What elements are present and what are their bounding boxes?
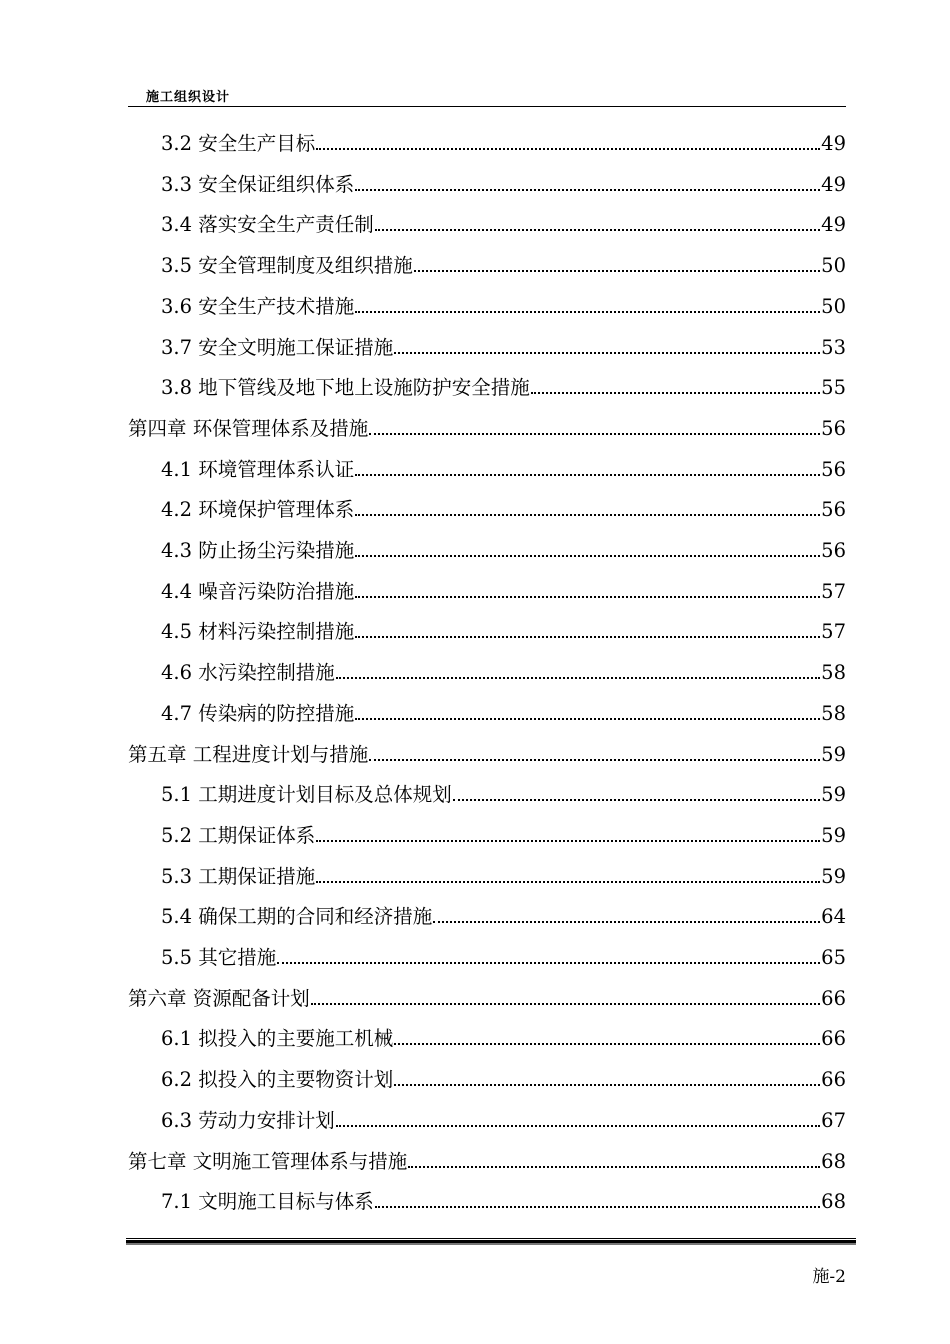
toc-entry-page: 59 (821, 783, 846, 807)
toc-entry-title: 第四章 环保管理体系及措施 (128, 416, 369, 440)
page-number: 施-2 (812, 1267, 846, 1287)
toc-section-entry[interactable] (161, 1184, 846, 1214)
toc-entry-page: 50 (821, 294, 846, 318)
toc-dot-leader (316, 840, 820, 842)
toc-entry-title: 6.2 拟投入的主要物资计划 (161, 1068, 394, 1092)
footer-divider (126, 1238, 856, 1245)
toc-dot-leader (369, 433, 820, 435)
toc-dot-leader (316, 881, 820, 883)
toc-section-entry[interactable] (161, 126, 846, 156)
toc-entry-title: 3.7 安全文明施工保证措施 (161, 335, 394, 359)
toc-entry-title: 3.4 落实安全生产责任制 (161, 213, 374, 237)
toc-entry-title: 4.6 水污染控制措施 (161, 661, 335, 685)
toc-entry-page: 66 (821, 1068, 846, 1092)
toc-section-entry[interactable] (161, 330, 846, 360)
toc-entry-title: 4.5 材料污染控制措施 (161, 620, 355, 644)
toc-chapter-entry[interactable] (128, 737, 846, 767)
toc-entry-title: 3.3 安全保证组织体系 (161, 172, 355, 196)
toc-dot-leader (394, 352, 820, 354)
toc-entry-page: 59 (821, 823, 846, 847)
toc-entry-page: 56 (821, 498, 846, 522)
toc-entry-title: 4.3 防止扬尘污染措施 (161, 539, 355, 562)
toc-entry-title: 5.1 工期进度计划目标及总体规划 (161, 783, 452, 807)
toc-section-entry[interactable] (161, 167, 846, 197)
toc-section-entry[interactable] (161, 899, 846, 929)
toc-dot-leader (408, 1166, 820, 1168)
toc-section-entry[interactable] (161, 1062, 846, 1092)
toc-entry-page: 68 (821, 1190, 846, 1214)
toc-section-entry[interactable] (161, 248, 846, 278)
toc-dot-leader (355, 189, 820, 191)
toc-section-entry[interactable] (161, 818, 846, 848)
toc-section-entry[interactable] (161, 777, 846, 807)
toc-entry-title: 3.5 安全管理制度及组织措施 (161, 254, 413, 278)
toc-entry-title: 4.4 噪音污染防治措施 (161, 579, 355, 603)
toc-entry-title: 5.5 其它措施 (161, 946, 277, 969)
toc-dot-leader (311, 1003, 820, 1005)
toc-section-entry[interactable] (161, 370, 846, 400)
toc-entry-title: 第七章 文明施工管理体系与措施 (128, 1149, 408, 1173)
toc-entry-page: 49 (821, 213, 846, 237)
toc-section-entry[interactable] (161, 1021, 846, 1051)
toc-entry-title: 4.2 环境保护管理体系 (161, 498, 355, 522)
toc-entry-page: 56 (821, 539, 846, 562)
toc-section-entry[interactable] (161, 859, 846, 889)
toc-dot-leader (369, 759, 820, 761)
toc-entry-title: 7.1 文明施工目标与体系 (161, 1190, 374, 1214)
toc-entry-title: 4.7 传染病的防控措施 (161, 701, 355, 725)
toc-dot-leader (355, 311, 820, 313)
toc-entry-title: 第六章 资源配备计划 (128, 986, 310, 1010)
toc-entry-title: 5.4 确保工期的合同和经济措施 (161, 905, 433, 929)
toc-entry-page: 53 (821, 335, 846, 359)
toc-entry-page: 58 (821, 661, 846, 685)
toc-section-entry[interactable] (161, 655, 846, 685)
toc-dot-leader (336, 677, 820, 679)
toc-dot-leader (355, 474, 820, 476)
toc-entry-title: 5.2 工期保证体系 (161, 823, 316, 847)
toc-entry-title: 5.3 工期保证措施 (161, 864, 316, 888)
toc-entry-title: 3.8 地下管线及地下地上设施防护安全措施 (161, 376, 530, 400)
toc-section-entry[interactable] (161, 574, 846, 604)
toc-dot-leader (336, 1125, 820, 1127)
toc-dot-leader (531, 392, 820, 394)
toc-dot-leader (277, 962, 820, 964)
toc-entry-page: 64 (821, 905, 846, 929)
toc-dot-leader (355, 718, 820, 720)
toc-entry-page: 65 (821, 946, 846, 969)
toc-entry-page: 57 (821, 579, 846, 603)
toc-dot-leader (355, 514, 820, 516)
toc-entry-page: 57 (821, 620, 846, 644)
toc-section-entry[interactable] (161, 696, 846, 726)
toc-chapter-entry[interactable] (128, 981, 846, 1011)
toc-entry-page: 66 (821, 1027, 846, 1051)
toc-section-entry[interactable] (161, 940, 846, 970)
toc-entry-page: 55 (821, 376, 846, 400)
toc-chapter-entry[interactable] (128, 1144, 846, 1174)
toc-dot-leader (375, 229, 820, 231)
toc-entry-title: 3.2 安全生产目标 (161, 132, 316, 155)
toc-dot-leader (316, 148, 820, 150)
toc-section-entry[interactable] (161, 452, 846, 482)
toc-entry-page: 66 (821, 986, 846, 1010)
toc-section-entry[interactable] (161, 492, 846, 522)
toc-dot-leader (453, 799, 820, 801)
toc-dot-leader (355, 555, 820, 557)
toc-entry-page: 49 (821, 172, 846, 196)
toc-entry-page: 50 (821, 254, 846, 278)
toc-chapter-entry[interactable] (128, 411, 846, 441)
toc-entry-page: 68 (821, 1149, 846, 1173)
toc-section-entry[interactable] (161, 533, 846, 563)
toc-entry-page: 59 (821, 864, 846, 888)
toc-entry-page: 56 (821, 457, 846, 481)
toc-dot-leader (394, 1084, 820, 1086)
toc-dot-leader (355, 596, 820, 598)
toc-dot-leader (355, 636, 820, 638)
toc-section-entry[interactable] (161, 1103, 846, 1133)
toc-entry-page: 58 (821, 701, 846, 725)
toc-entry-page: 49 (821, 132, 846, 155)
toc-dot-leader (414, 270, 820, 272)
toc-entry-title: 6.1 拟投入的主要施工机械 (161, 1027, 394, 1051)
toc-entry-page: 59 (821, 742, 846, 766)
toc-entry-title: 3.6 安全生产技术措施 (161, 294, 355, 318)
toc-section-entry[interactable] (161, 614, 846, 644)
toc-dot-leader (394, 1043, 820, 1045)
header-title: 施工组织设计 (146, 90, 231, 105)
toc-entry-page: 56 (821, 416, 846, 440)
toc-entry-title: 4.1 环境管理体系认证 (161, 457, 355, 481)
toc-section-entry[interactable] (161, 289, 846, 319)
toc-entry-page: 67 (821, 1108, 846, 1132)
toc-section-entry[interactable] (161, 207, 846, 237)
toc-dot-leader (433, 921, 820, 923)
toc-entry-title: 6.3 劳动力安排计划 (161, 1108, 335, 1132)
toc-dot-leader (375, 1206, 820, 1208)
toc-entry-title: 第五章 工程进度计划与措施 (128, 742, 369, 766)
